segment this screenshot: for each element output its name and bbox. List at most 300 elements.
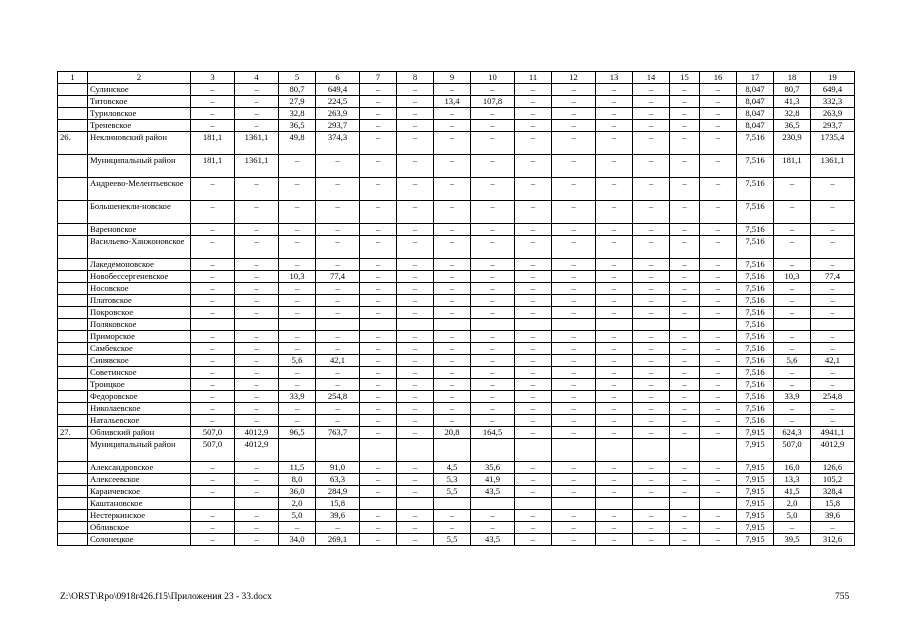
table-cell: – [471,343,515,355]
table-cell: – [700,201,737,224]
table-cell: – [279,224,316,236]
table-cell: – [596,283,633,295]
table-cell: 5,3 [434,474,471,486]
table-cell: – [811,201,855,224]
table-cell: 7,516 [737,224,774,236]
table-cell: – [316,295,360,307]
table-cell: – [774,283,811,295]
table-cell: – [360,271,397,283]
table-cell: – [670,522,700,534]
table-cell: – [235,367,279,379]
table-cell: 7,516 [737,307,774,319]
municipality-name: Вареновское [88,224,191,236]
table-cell [279,319,316,331]
table-cell: – [670,259,700,271]
table-cell: – [515,84,552,96]
row-index [58,331,88,343]
table-cell [360,439,397,462]
table-cell: – [811,379,855,391]
table-cell: – [397,534,434,546]
table-cell: – [774,343,811,355]
table-cell: – [397,132,434,155]
table-cell: 7,915 [737,498,774,510]
table-cell: – [279,201,316,224]
column-number: 10 [471,72,515,84]
table-cell: – [700,120,737,132]
table-cell: – [316,236,360,259]
table-cell: – [596,201,633,224]
table-cell: 5,5 [434,486,471,498]
row-index [58,498,88,510]
table-cell: – [670,236,700,259]
table-cell: 263,9 [811,108,855,120]
table-cell: – [515,307,552,319]
table-cell: – [700,403,737,415]
table-cell: – [552,201,596,224]
table-cell: – [700,522,737,534]
table-cell: – [235,283,279,295]
table-cell: – [700,474,737,486]
table-cell: – [235,84,279,96]
table-cell: – [235,534,279,546]
row-index [58,155,88,178]
table-row [58,427,855,439]
table-cell: 7,516 [737,343,774,355]
row-index [58,224,88,236]
table-cell: – [596,236,633,259]
table-cell: 33,9 [279,391,316,403]
table-cell: 80,7 [279,84,316,96]
table-cell: – [471,522,515,534]
table-cell: – [552,155,596,178]
table-cell: – [515,427,552,439]
table-cell [596,439,633,462]
table-cell: – [670,132,700,155]
table-cell: – [774,522,811,534]
table-cell: – [552,120,596,132]
table-cell: 164,5 [471,427,515,439]
table-cell: – [191,355,235,367]
column-number: 16 [700,72,737,84]
table-cell: 105,2 [811,474,855,486]
table-cell: – [471,178,515,201]
table-cell: – [434,178,471,201]
table-cell: – [552,96,596,108]
table-cell: 624,3 [774,427,811,439]
table-cell: – [191,522,235,534]
table-cell: – [700,84,737,96]
table-cell: – [633,343,670,355]
table-cell [434,439,471,462]
table-cell: – [700,271,737,283]
table-cell: – [235,331,279,343]
table-cell: 36,5 [279,120,316,132]
table-cell: – [515,259,552,271]
table-cell: 32,8 [774,108,811,120]
municipality-name: Новобессергеневское [88,271,191,283]
table-row [58,355,855,367]
table-cell: – [397,120,434,132]
table-cell: – [700,295,737,307]
table-cell: – [596,108,633,120]
table-cell: – [235,201,279,224]
table-cell: 5,5 [434,534,471,546]
table-cell: – [434,84,471,96]
row-index: 26. [58,132,88,155]
table-cell: – [515,331,552,343]
table-cell [552,319,596,331]
table-row [58,319,855,331]
table-cell: – [360,534,397,546]
table-cell: 1361,1 [235,132,279,155]
table-cell: – [552,178,596,201]
column-number: 3 [191,72,235,84]
table-cell: 649,4 [316,84,360,96]
table-cell: – [360,391,397,403]
table-cell: 293,7 [316,120,360,132]
table-cell: – [515,178,552,201]
table-row [58,403,855,415]
table-cell: – [279,522,316,534]
table-cell [700,319,737,331]
table-cell: – [670,331,700,343]
table-cell: – [191,534,235,546]
table-cell: – [700,224,737,236]
table-cell: 35,6 [471,462,515,474]
table-cell: – [774,201,811,224]
municipality-name: Синявское [88,355,191,367]
table-cell: – [471,295,515,307]
table-cell [360,319,397,331]
table-cell: – [316,522,360,534]
table-cell: – [316,201,360,224]
table-cell: – [191,462,235,474]
municipality-name: Федоровское [88,391,191,403]
table-row [58,391,855,403]
table-cell [471,439,515,462]
table-cell: – [191,367,235,379]
table-cell: – [552,415,596,427]
table-cell [670,439,700,462]
table-cell: 2,0 [279,498,316,510]
table-cell: – [434,155,471,178]
table-cell: 181,1 [774,155,811,178]
table-cell: – [316,379,360,391]
table-cell: – [670,271,700,283]
table-cell: 8,047 [737,84,774,96]
column-number: 1 [58,72,88,84]
table-cell: – [633,295,670,307]
table-cell: – [670,462,700,474]
table-cell: 763,7 [316,427,360,439]
table-cell: – [670,295,700,307]
table-cell: – [434,391,471,403]
table-cell: 41,5 [774,486,811,498]
table-cell: – [434,271,471,283]
table-cell: – [360,522,397,534]
table-cell: – [316,283,360,295]
table-cell: – [774,259,811,271]
table-cell: – [774,415,811,427]
table-cell: – [316,403,360,415]
table-cell: – [397,522,434,534]
table-row [58,379,855,391]
table-cell: – [471,403,515,415]
table-cell: 8,047 [737,108,774,120]
table-cell: – [811,259,855,271]
table-cell [596,498,633,510]
table-cell: – [279,331,316,343]
table-cell: – [633,355,670,367]
table-cell: 13,3 [774,474,811,486]
table-cell: – [552,403,596,415]
table-cell: 263,9 [316,108,360,120]
table-cell: – [279,343,316,355]
municipality-name: Платовское [88,295,191,307]
column-number: 4 [235,72,279,84]
table-cell: – [700,391,737,403]
table-cell: – [700,379,737,391]
table-cell: – [360,108,397,120]
table-cell: – [397,510,434,522]
municipality-name: Большенекли-новское [88,201,191,224]
table-cell: – [235,224,279,236]
table-cell: 41,9 [471,474,515,486]
row-index [58,462,88,474]
table-cell: – [633,201,670,224]
table-cell: – [700,343,737,355]
table-cell: – [552,486,596,498]
table-cell: – [552,474,596,486]
table-cell [235,498,279,510]
table-cell: – [633,108,670,120]
row-index [58,379,88,391]
table-cell: – [235,307,279,319]
column-number: 15 [670,72,700,84]
row-index [58,283,88,295]
table-cell: – [552,236,596,259]
table-cell: – [596,120,633,132]
table-cell: – [552,307,596,319]
table-cell: – [552,224,596,236]
table-cell: – [360,178,397,201]
table-cell: – [471,120,515,132]
municipality-name: Нестеркинское [88,510,191,522]
table-cell: – [316,343,360,355]
table-cell: 230,9 [774,132,811,155]
table-cell [552,439,596,462]
table-cell: 7,516 [737,331,774,343]
table-cell: – [235,259,279,271]
table-cell: – [235,343,279,355]
table-cell: – [397,462,434,474]
table-cell: 8,047 [737,96,774,108]
table-cell: – [700,307,737,319]
table-cell: – [360,403,397,415]
table-cell: 5,6 [774,355,811,367]
table-cell: – [596,403,633,415]
table-cell: – [279,259,316,271]
table-cell: – [471,236,515,259]
table-cell: – [316,259,360,271]
table-cell: – [360,84,397,96]
table-cell: 39,5 [774,534,811,546]
row-index [58,474,88,486]
table-cell: – [471,108,515,120]
table-cell: 254,8 [316,391,360,403]
table-cell: – [434,379,471,391]
table-cell: 7,516 [737,355,774,367]
table-cell: – [434,120,471,132]
row-index [58,367,88,379]
table-cell: – [774,236,811,259]
table-cell: – [596,331,633,343]
table-cell: – [191,271,235,283]
table-cell: – [515,355,552,367]
table-cell: – [434,236,471,259]
table-cell: 7,516 [737,259,774,271]
table-cell: – [811,367,855,379]
row-index [58,415,88,427]
municipality-name: Александровское [88,462,191,474]
table-cell: – [515,510,552,522]
table-row [58,271,855,283]
table-cell: – [596,178,633,201]
table-cell: 7,516 [737,319,774,331]
table-cell: 4012,9 [235,427,279,439]
column-number: 11 [515,72,552,84]
table-cell: 5,0 [279,510,316,522]
table-cell: – [700,486,737,498]
table-cell: – [633,178,670,201]
municipality-name: Обливское [88,522,191,534]
table-cell: – [670,120,700,132]
table-cell: – [670,534,700,546]
table-cell: – [471,355,515,367]
table-cell: 96,5 [279,427,316,439]
table-cell: – [191,307,235,319]
table-cell: – [360,462,397,474]
table-cell: – [633,307,670,319]
table-cell: – [235,96,279,108]
municipality-name: Алексеевское [88,474,191,486]
table-cell: – [279,283,316,295]
table-cell: – [552,132,596,155]
table-cell: – [596,259,633,271]
table-cell: 328,4 [811,486,855,498]
table-cell: 7,915 [737,534,774,546]
table-cell: – [397,283,434,295]
table-cell: 20,8 [434,427,471,439]
table-cell: 1361,1 [811,155,855,178]
municipality-name: Лакедемоновское [88,259,191,271]
table-cell: – [811,178,855,201]
column-number: 8 [397,72,434,84]
table-row [58,510,855,522]
table-cell: 33,9 [774,391,811,403]
table-cell: – [633,283,670,295]
row-index [58,534,88,546]
table-cell: – [397,403,434,415]
table-cell: – [633,236,670,259]
table-cell: – [471,271,515,283]
table-cell: – [515,295,552,307]
table-cell: – [596,415,633,427]
municipality-name: Неклиновский район [88,132,191,155]
table-cell: 7,915 [737,427,774,439]
table-cell: – [434,522,471,534]
table-cell: – [811,403,855,415]
table-cell: – [552,84,596,96]
table-cell: – [235,271,279,283]
table-cell: – [397,96,434,108]
column-number: 19 [811,72,855,84]
table-cell: – [633,391,670,403]
row-index [58,259,88,271]
table-cell: – [552,355,596,367]
table-cell: – [235,486,279,498]
table-cell: 43,5 [471,534,515,546]
table-cell: – [397,307,434,319]
table-cell: 7,915 [737,462,774,474]
table-cell: – [596,522,633,534]
table-cell: – [633,367,670,379]
table-cell [191,498,235,510]
table-cell: 8,047 [737,120,774,132]
table-cell: – [279,295,316,307]
table-body [58,72,855,546]
table-cell: 7,516 [737,132,774,155]
table-cell: – [633,331,670,343]
table-cell: – [235,120,279,132]
table-cell: – [191,391,235,403]
table-cell: – [360,132,397,155]
table-cell: 507,0 [191,439,235,462]
table-cell: – [633,522,670,534]
table-cell: – [596,534,633,546]
table-row [58,462,855,474]
table-header-row [58,72,855,84]
table-cell: 7,516 [737,178,774,201]
table-cell: 34,0 [279,534,316,546]
table-cell [670,498,700,510]
table-cell: 7,516 [737,155,774,178]
table-cell: 7,516 [737,271,774,283]
table-cell: – [633,474,670,486]
table-cell: 11,5 [279,462,316,474]
table-row [58,84,855,96]
table-cell [316,439,360,462]
table-cell: 36,5 [774,120,811,132]
table-cell: 63,3 [316,474,360,486]
row-index [58,236,88,259]
table-cell: – [596,486,633,498]
table-cell: – [360,295,397,307]
table-cell: – [515,236,552,259]
table-cell: – [397,486,434,498]
table-cell: – [235,379,279,391]
table-cell: – [515,379,552,391]
table-cell: – [397,271,434,283]
table-cell: – [596,379,633,391]
table-cell: – [360,367,397,379]
table-cell: – [774,331,811,343]
row-index [58,271,88,283]
column-number: 7 [360,72,397,84]
table-cell: – [515,201,552,224]
table-cell: – [774,379,811,391]
table-cell: 507,0 [191,427,235,439]
